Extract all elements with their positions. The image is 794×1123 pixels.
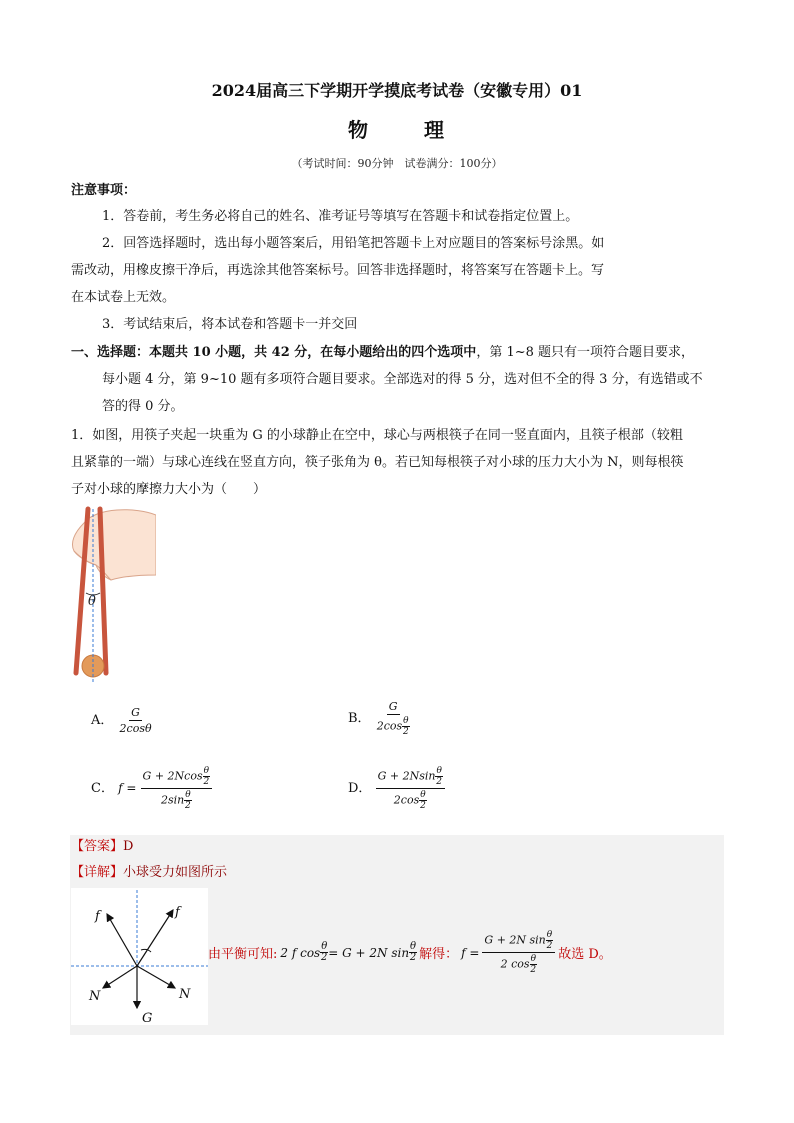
note-item-2-line-1: 2．回答选择题时，选出每小题答案后，用铅笔把答题卡上对应题目的答案标号涂黑。如 [102, 236, 605, 251]
option-c[interactable] [91, 766, 212, 811]
question-1-line-1: 1．如图，用筷子夹起一块重为 G 的小球静止在空中，球心与两根筷子在同一竖直面内，且筷子根部（较粗 [71, 428, 683, 443]
answer-label: 【答案】 [71, 839, 124, 854]
section-1-suffix: ，第 1~8 题只有一项符合题目要求， [476, 345, 695, 360]
solution-eq1-pre: 2 f cos [280, 945, 321, 960]
note-item-2-line-3: 在本试卷上无效。 [71, 290, 176, 305]
solution-line [208, 930, 612, 975]
note-item-3: 3．考试结束后，将本试卷和答题卡一并交回 [102, 317, 358, 332]
exam-info: （考试时间：90分钟 试卷满分：100分） [291, 157, 503, 170]
option-c-label: C． [91, 781, 114, 796]
solution-eq1-half-angle-1: $\frac{\theta}{2}$ [321, 941, 328, 963]
solution-conclusion: 故选 D。 [558, 947, 612, 962]
option-d-den-half-angle: $\frac{\theta}{2}$ [420, 790, 426, 811]
exam-title: 2024届高三下学期开学摸底考试卷（安徽专用）01 [211, 81, 583, 100]
section-1-prefix: 一、选择题： [71, 345, 150, 360]
notes-heading: 注意事项： [71, 183, 137, 198]
figure-theta-label: θ [88, 594, 96, 609]
section-1-line-3: 答的得 0 分。 [102, 399, 184, 414]
chopsticks-figure [66, 505, 156, 685]
solution-solve-label: 解得： [419, 947, 459, 962]
force-label-n-left: N [89, 989, 101, 1004]
option-c-denominator: 2sin $\frac{\theta}{2}$ [160, 790, 191, 811]
detail-label: 【详解】 [71, 865, 124, 880]
answer-value: D [123, 839, 134, 854]
solution-fraction [482, 930, 555, 975]
solution-denominator: 2 cos $\frac{\theta}{2}$ [500, 954, 537, 975]
option-a-label: A． [91, 713, 114, 728]
option-a-numerator: G [131, 706, 140, 719]
section-1-line-1 [71, 344, 694, 362]
option-b[interactable] [348, 700, 412, 737]
solution-intro: 由平衡可知: [208, 947, 278, 962]
subject-char-2: 理 [424, 118, 446, 142]
option-b-fraction [375, 700, 412, 737]
answer-line [71, 838, 133, 856]
option-b-numerator: G [388, 700, 398, 713]
solution-numerator: G + 2N sin $\frac{\theta}{2}$ [482, 930, 555, 953]
option-c-numerator: G + 2Ncos $\frac{\theta}{2}$ [141, 766, 212, 789]
option-c-fraction [141, 766, 212, 811]
detail-text: 小球受力如图所示 [123, 865, 228, 880]
option-d-label: D． [348, 781, 372, 796]
solution-eq1-mid: = G + 2N sin [328, 945, 410, 960]
force-label-f-right: f [175, 905, 180, 920]
option-c-prefix: f = [118, 781, 137, 795]
force-diagram [71, 888, 208, 1025]
question-1-line-2: 且紧靠的一端）与球心连线在竖直方向，筷子张角为 θ。若已知每根筷子对小球的压力大小为 N，则每根筷 [71, 455, 684, 470]
option-d[interactable] [348, 766, 445, 811]
option-b-den-pre: 2cos [376, 719, 403, 733]
detail-line [71, 864, 227, 882]
note-item-2-line-2: 需改动，用橡皮擦干净后，再选涂其他答案标号。回答非选择题时，将答案写在答题卡上。写 [71, 263, 605, 278]
force-label-g: G [142, 1011, 153, 1025]
question-1-line-3: 子对小球的摩擦力大小为（ ） [71, 482, 267, 497]
solution-eq1-half-angle-2: $\frac{\theta}{2}$ [409, 941, 417, 963]
option-b-half-angle: $\frac{\theta}{2}$ [402, 716, 409, 737]
section-1-bold: 本题共 10 小题，共 42 分，在每小题给出的四个选项中 [149, 345, 477, 360]
option-d-num-half-angle: $\frac{\theta}{2}$ [436, 766, 443, 787]
solution-num-half-angle: $\frac{\theta}{2}$ [546, 930, 553, 951]
option-d-numerator: G + 2Nsin $\frac{\theta}{2}$ [376, 766, 445, 789]
option-b-denominator [375, 715, 412, 737]
solution-f-prefix: f = [461, 945, 480, 960]
option-b-label: B． [348, 711, 371, 726]
option-d-denominator: 2cos $\frac{\theta}{2}$ [393, 790, 426, 811]
solution-den-half-angle: $\frac{\theta}{2}$ [530, 954, 537, 975]
option-a-denominator: 2cosθ [119, 722, 152, 735]
note-item-1: 1．答卷前，考生务必将自己的姓名、准考证号等填写在答题卡和试卷指定位置上。 [102, 209, 579, 224]
option-a[interactable] [91, 706, 154, 735]
force-label-n-right: N [179, 987, 191, 1002]
subject-title [0, 114, 794, 143]
option-a-fraction [118, 706, 154, 735]
subject-char-1: 物 [348, 118, 370, 142]
option-c-num-half-angle: $\frac{\theta}{2}$ [203, 766, 210, 787]
option-d-fraction [376, 766, 445, 811]
section-1-line-2: 每小题 4 分，第 9~10 题有多项符合题目要求。全部选对的得 5 分，选对但不全的得 3 分，有选错或不 [102, 372, 703, 387]
force-label-f-left: f [95, 909, 100, 924]
option-c-den-half-angle: $\frac{\theta}{2}$ [185, 790, 191, 811]
